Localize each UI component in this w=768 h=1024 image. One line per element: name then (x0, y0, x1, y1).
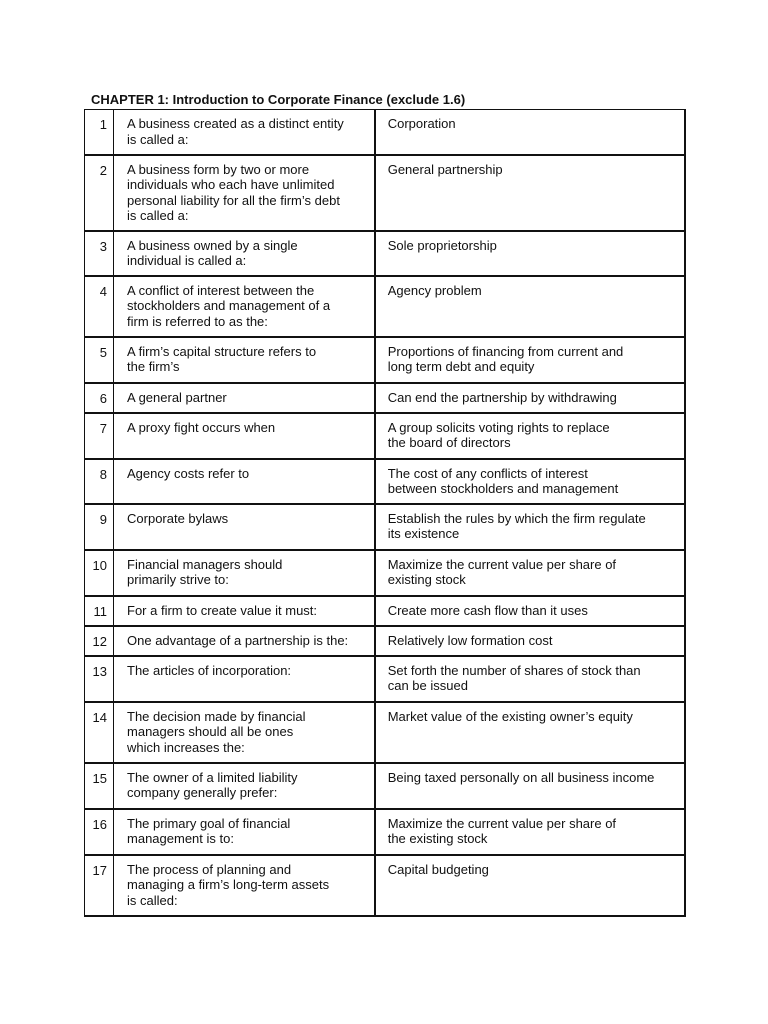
answer-cell: Create more cash flow than it uses (375, 596, 685, 626)
row-number: 12 (85, 626, 114, 656)
row-number: 14 (85, 702, 114, 763)
question-cell: A business created as a distinct entity is called a: (114, 110, 375, 155)
page-title: CHAPTER 1: Introduction to Corporate Finance (exclude 1.6) (91, 92, 466, 107)
table-row (85, 596, 686, 626)
answer-cell: Can end the partnership by withdrawing (375, 383, 685, 413)
row-number: 13 (85, 656, 114, 702)
qa-table (84, 109, 686, 917)
answer-cell: Sole proprietorship (375, 231, 685, 276)
question-cell: The primary goal of financial management is to: (114, 809, 375, 855)
row-number: 7 (85, 413, 114, 459)
table-row (85, 413, 686, 459)
row-number: 3 (85, 231, 114, 276)
qa-table-body (85, 110, 686, 916)
answer-cell: Corporation (375, 110, 685, 155)
answer-cell: Establish the rules by which the firm regulate its existence (375, 504, 685, 550)
table-row (85, 656, 686, 702)
answer-cell: Agency problem (375, 276, 685, 337)
question-cell: One advantage of a partnership is the: (114, 626, 375, 656)
row-number: 9 (85, 504, 114, 550)
question-cell: The owner of a limited liability company generally prefer: (114, 763, 375, 809)
row-number: 15 (85, 763, 114, 809)
answer-cell: Capital budgeting (375, 855, 685, 916)
row-number: 5 (85, 337, 114, 383)
answer-cell: Relatively low formation cost (375, 626, 685, 656)
row-number: 4 (85, 276, 114, 337)
question-cell: A general partner (114, 383, 375, 413)
row-number: 6 (85, 383, 114, 413)
table-row (85, 855, 686, 916)
question-cell: The articles of incorporation: (114, 656, 375, 702)
question-cell: Agency costs refer to (114, 459, 375, 504)
table-row (85, 337, 686, 383)
row-number: 8 (85, 459, 114, 504)
row-number: 10 (85, 550, 114, 596)
table-row (85, 504, 686, 550)
question-cell: The decision made by financial managers should all be ones which increases the: (114, 702, 375, 763)
table-row (85, 702, 686, 763)
table-row (85, 276, 686, 337)
answer-cell: General partnership (375, 155, 685, 231)
table-row (85, 155, 686, 231)
question-cell: Corporate bylaws (114, 504, 375, 550)
answer-cell: The cost of any conflicts of interest between stockholders and management (375, 459, 685, 504)
row-number: 2 (85, 155, 114, 231)
table-row (85, 626, 686, 656)
row-number: 11 (85, 596, 114, 626)
table-row (85, 110, 686, 155)
question-cell: A business form by two or more individuals who each have unlimited personal liability for all the firm’s debt is called a: (114, 155, 375, 231)
table-row (85, 809, 686, 855)
table-row (85, 459, 686, 504)
question-cell: A firm’s capital structure refers to the firm’s (114, 337, 375, 383)
row-number: 1 (85, 110, 114, 155)
answer-cell: Set forth the number of shares of stock than can be issued (375, 656, 685, 702)
answer-cell: Maximize the current value per share of existing stock (375, 550, 685, 596)
question-cell: A conflict of interest between the stockholders and management of a firm is referred to as the: (114, 276, 375, 337)
row-number: 17 (85, 855, 114, 916)
table-row (85, 550, 686, 596)
answer-cell: Being taxed personally on all business income (375, 763, 685, 809)
answer-cell: A group solicits voting rights to replace the board of directors (375, 413, 685, 459)
answer-cell: Market value of the existing owner’s equity (375, 702, 685, 763)
table-row (85, 383, 686, 413)
table-row (85, 231, 686, 276)
answer-cell: Proportions of financing from current and long term debt and equity (375, 337, 685, 383)
question-cell: A business owned by a single individual is called a: (114, 231, 375, 276)
question-cell: For a firm to create value it must: (114, 596, 375, 626)
question-cell: The process of planning and managing a firm’s long-term assets is called: (114, 855, 375, 916)
row-number: 16 (85, 809, 114, 855)
question-cell: Financial managers should primarily strive to: (114, 550, 375, 596)
table-row (85, 763, 686, 809)
question-cell: A proxy fight occurs when (114, 413, 375, 459)
answer-cell: Maximize the current value per share of the existing stock (375, 809, 685, 855)
